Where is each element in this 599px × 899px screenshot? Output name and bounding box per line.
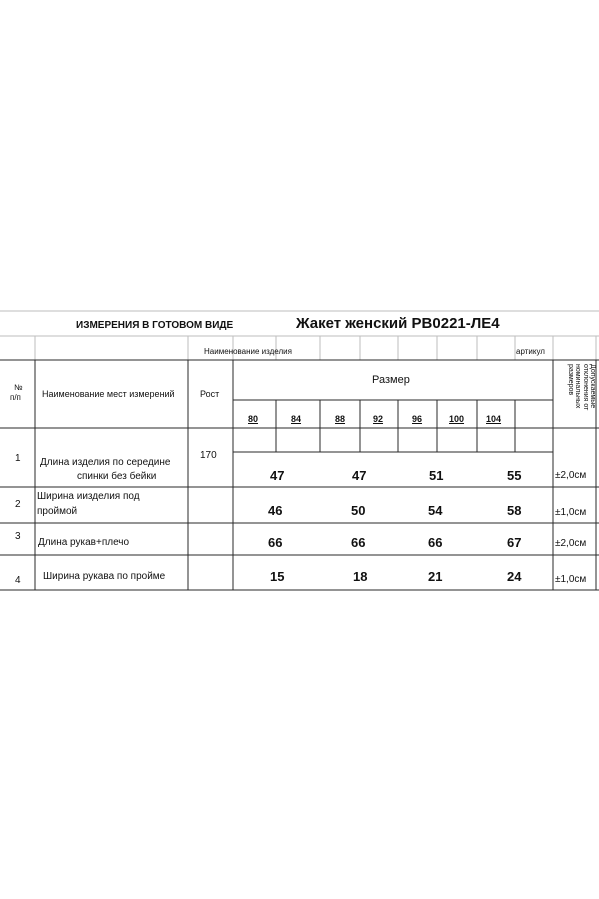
row-4-name: Ширина рукава по пройме [43, 571, 166, 582]
row-2-value-4: 58 [507, 503, 522, 518]
row-3-number: 3 [15, 531, 21, 542]
number-header-bottom: п/п [10, 393, 21, 402]
row-1-value-4: 55 [507, 468, 522, 483]
size-92: 92 [373, 414, 384, 424]
size-104: 104 [486, 414, 502, 424]
row-2-value-3: 54 [428, 503, 443, 518]
size-96: 96 [412, 414, 423, 424]
size-100: 100 [449, 414, 465, 424]
row-1-name-line2: спинки без бейки [77, 471, 157, 482]
row-2-value-2: 50 [351, 503, 366, 518]
row-4-number: 4 [15, 575, 21, 586]
row-1-value-3: 51 [429, 468, 444, 483]
row-1-name-line1: Длина изделия по середине [40, 457, 171, 468]
number-header-top: № [14, 383, 23, 392]
row-1-value-2: 47 [352, 468, 367, 483]
row-3-value-2: 66 [351, 535, 366, 550]
tolerance-header-line2: отклонения от [581, 364, 589, 411]
size-84: 84 [291, 414, 302, 424]
size-88: 88 [335, 414, 346, 424]
size-80: 80 [248, 414, 259, 424]
row-2-name-line1: Ширина ииздели​я под [37, 491, 140, 502]
row-2-name-line2: проймой [37, 506, 78, 517]
row-2-value-1: 46 [268, 503, 283, 518]
row-4-tolerance: ±1,0см [555, 574, 587, 585]
row-1-value-1: 47 [270, 468, 285, 483]
row-3-name: Длина рукав+плечо [38, 537, 130, 548]
row-4-value-3: 21 [428, 569, 443, 584]
row-1-height: 170 [200, 450, 217, 461]
article-label: артикул [516, 347, 545, 356]
tolerance-header-line4: размеров [566, 364, 574, 396]
product-name-label: Наименование изделия [204, 347, 292, 356]
product-title: Жакет женский РВ0221-ЛЕ4 [296, 315, 500, 332]
row-4-value-4: 24 [507, 569, 522, 584]
measurements-label: ИЗМЕРЕНИЯ В ГОТОВОМ ВИДЕ [76, 320, 234, 331]
row-2-tolerance: ±1,0см [555, 507, 587, 518]
row-3-value-4: 67 [507, 535, 522, 550]
height-header: Рост [200, 389, 220, 399]
tolerance-header-line1: Допускаемые [589, 364, 596, 409]
size-header: Размер [372, 374, 410, 386]
row-1-number: 1 [15, 453, 21, 464]
row-3-tolerance: ±2,0см [555, 538, 587, 549]
row-1-tolerance: ±2,0см [555, 470, 587, 481]
row-3-value-3: 66 [428, 535, 443, 550]
row-4-value-2: 18 [353, 569, 368, 584]
row-2-number: 2 [15, 499, 21, 510]
tolerance-header [567, 364, 596, 410]
row-4-value-1: 15 [270, 569, 285, 584]
place-header: Наименование мест измерений [42, 389, 175, 399]
row-3-value-1: 66 [268, 535, 283, 550]
tolerance-header-line3: номинальных [574, 364, 582, 409]
